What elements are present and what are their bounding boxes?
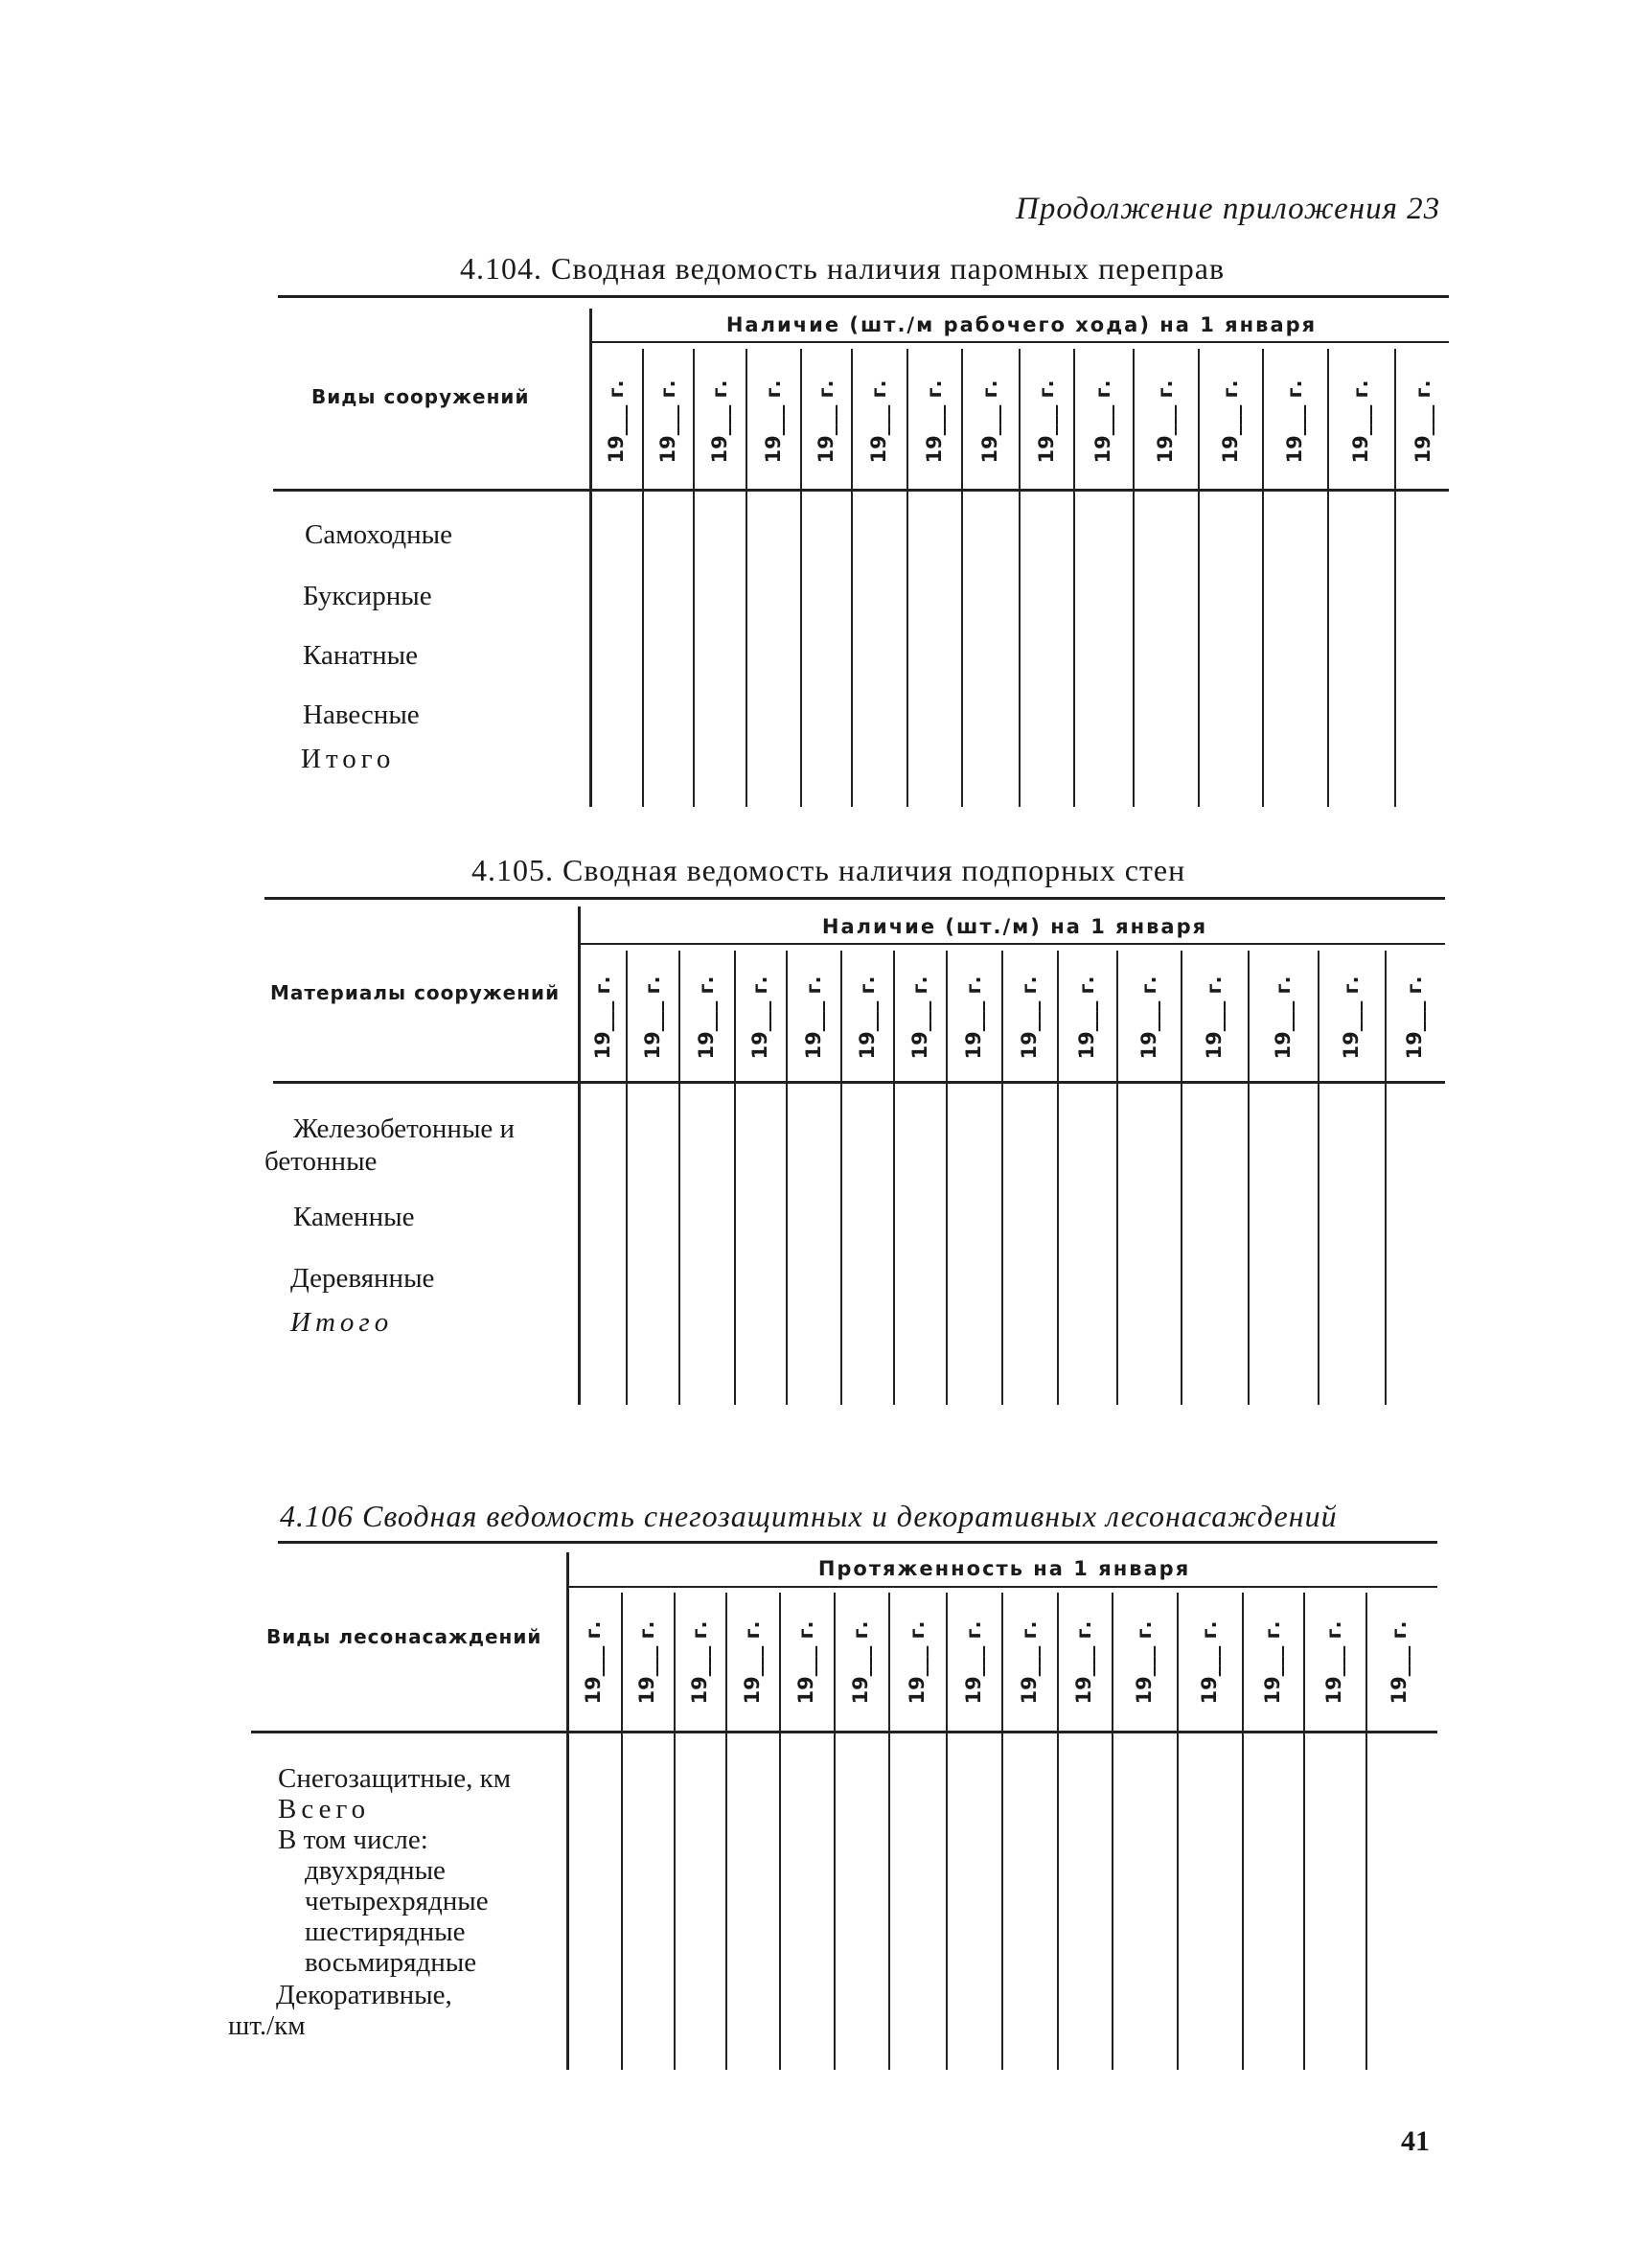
header-group-label: Протяженность на 1 января [817, 1557, 1191, 1580]
header-group-label: Наличие (шт./м рабочего хода) на 1 января [725, 313, 1318, 336]
column-rule [1303, 1593, 1305, 2070]
header-group-label: Наличие (шт./м) на 1 января [821, 915, 1208, 938]
row-label: Декоративные, [276, 1980, 452, 2010]
column-rule [1177, 1593, 1179, 2070]
row-label-sub: двухрядные [305, 1855, 446, 1886]
column-rule [1198, 349, 1200, 807]
column-rule [674, 1593, 676, 2070]
stub-divider [589, 309, 592, 807]
column-rule [725, 1593, 727, 2070]
column-rule [906, 349, 908, 807]
header-group-rule [581, 943, 1445, 945]
row-header: Виды сооружений [311, 385, 530, 408]
stub-divider [566, 1552, 569, 2070]
row-header: Виды лесонасаждений [266, 1625, 542, 1648]
header-group-rule [591, 341, 1449, 343]
row-label: Деревянные [290, 1263, 435, 1294]
table-top-rule [278, 1541, 1437, 1544]
column-rule [1181, 951, 1182, 1405]
row-label: Самоходные [305, 519, 453, 550]
running-head: Продолжение приложения 23 [1016, 192, 1441, 226]
row-label-continued: бетонные [264, 1146, 378, 1177]
header-bottom-rule [273, 489, 1449, 492]
row-label: Буксирные [303, 581, 432, 611]
column-rule [746, 349, 747, 807]
column-rule [961, 349, 963, 807]
column-rule [1262, 349, 1264, 807]
column-rule [1327, 349, 1329, 807]
column-rule [1001, 1593, 1003, 2070]
column-rule [626, 951, 628, 1405]
row-label: Снегозащитные, км [278, 1763, 512, 1794]
column-rule [678, 951, 680, 1405]
column-rule [1116, 951, 1118, 1405]
column-rule [1073, 349, 1075, 807]
stub-divider [578, 906, 581, 1405]
table-top-rule [278, 295, 1449, 298]
row-header: Материалы сооружений [270, 981, 561, 1004]
column-rule [642, 349, 644, 807]
table-title: 4.106 Сводная ведомость снегозащитных и декоративных лесонасаждений [280, 1499, 1338, 1533]
row-label-sub: восьмирядные [305, 1947, 477, 1978]
column-rule [1133, 349, 1135, 807]
column-rule [946, 1593, 948, 2070]
row-label: Навесные [303, 700, 420, 730]
column-rule [800, 349, 802, 807]
table-title: 4.104. Сводная ведомость наличия паромных переправ [460, 251, 1226, 286]
row-label-sub: шестирядные [305, 1916, 466, 1947]
row-label-sub: четырехрядные [305, 1886, 489, 1916]
column-rule [834, 1593, 836, 2070]
row-label: Канатные [303, 640, 419, 671]
column-rule [734, 951, 736, 1405]
column-rule [1318, 951, 1319, 1405]
column-rule [893, 951, 895, 1405]
column-rule [1001, 951, 1003, 1405]
column-rule [1242, 1593, 1244, 2070]
row-label: Каменные [293, 1202, 415, 1232]
row-label-continued: шт./км [228, 2010, 306, 2041]
column-rule [946, 951, 948, 1405]
column-rule [1248, 951, 1250, 1405]
column-rule [1057, 951, 1059, 1405]
column-rule [851, 349, 853, 807]
column-rule [888, 1593, 890, 2070]
row-label-total: Всего [278, 1794, 371, 1824]
column-rule [1057, 1593, 1059, 2070]
column-rule [779, 1593, 781, 2070]
row-label: Железобетонные и [293, 1113, 516, 1144]
row-label-total: Итого [290, 1307, 394, 1338]
header-group-rule [569, 1586, 1437, 1588]
column-rule [1385, 951, 1387, 1405]
column-rule [1019, 349, 1021, 807]
column-rule [693, 349, 695, 807]
page-number: 41 [1401, 2125, 1430, 2157]
header-bottom-rule [273, 1081, 1445, 1084]
row-label: В том числе: [278, 1824, 428, 1855]
column-rule [786, 951, 788, 1405]
column-rule [1365, 1593, 1367, 2070]
table-top-rule [264, 897, 1445, 900]
table-title: 4.105. Сводная ведомость наличия подпорных стен [471, 853, 1186, 887]
header-bottom-rule [251, 1731, 1437, 1733]
column-rule [840, 951, 842, 1405]
row-label-total: Итого [301, 744, 396, 774]
column-rule [1394, 349, 1396, 807]
column-rule [1112, 1593, 1113, 2070]
column-rule [621, 1593, 623, 2070]
